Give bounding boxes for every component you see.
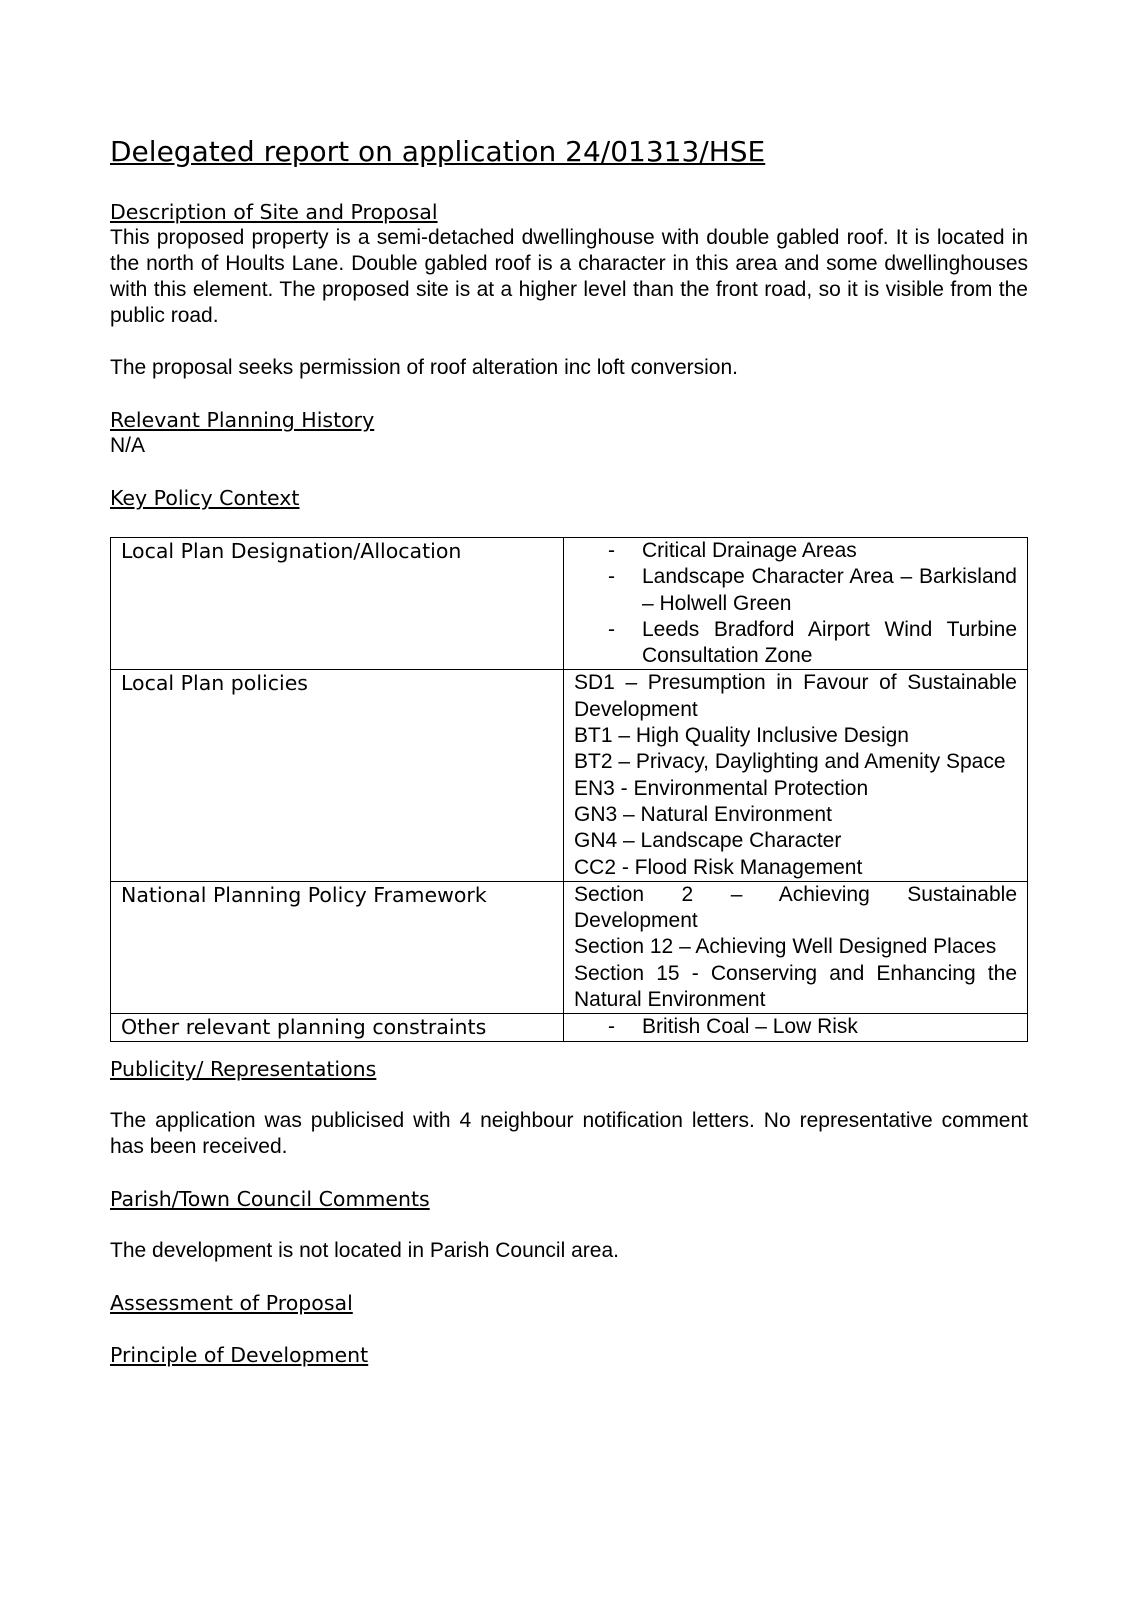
row-label: Local Plan policies xyxy=(111,670,564,881)
parish-heading: Parish/Town Council Comments xyxy=(110,1186,430,1211)
list-item: - Landscape Character Area – Barkisland – Holwell Green xyxy=(642,564,1017,617)
designation-list xyxy=(574,538,1017,669)
row-value xyxy=(564,670,1028,881)
policy-line: GN4 – Landscape Character xyxy=(574,829,842,853)
policy-line: GN3 – Natural Environment xyxy=(574,802,832,826)
proposal-paragraph: The proposal seeks permission of roof alteration inc loft conversion. xyxy=(110,356,738,379)
row-label: National Planning Policy Framework xyxy=(111,881,564,1013)
history-heading: Relevant Planning History xyxy=(110,408,375,432)
report-page xyxy=(110,135,1028,1368)
description-heading: Description of Site and Proposal xyxy=(110,200,438,224)
assessment-heading: Assessment of Proposal xyxy=(110,1290,353,1315)
principle-subheading: Principle of Development xyxy=(110,1342,369,1367)
constraints-list xyxy=(574,1014,1017,1040)
list-item: - Critical Drainage Areas xyxy=(642,538,1017,564)
table-row xyxy=(111,1014,1028,1041)
row-value xyxy=(564,1014,1028,1041)
table-row xyxy=(111,670,1028,881)
policy-line: Section 2 – Achieving Sustainable Development xyxy=(574,882,1017,933)
publicity-text: The application was publicised with 4 neighbour notification letters. No representative comment has been received. xyxy=(110,1108,1028,1158)
report-title: Delegated report on application 24/01313/HSE xyxy=(110,135,766,168)
table-row xyxy=(111,881,1028,1013)
row-value xyxy=(564,881,1028,1013)
description-paragraph: This proposed property is a semi-detached dwellinghouse with double gabled roof. It is located in the north of Hoults Lane. Double gabled roof is a character in this area and some dwellinghouses with this element. The proposed site is at a higher level than the front road, so it is visible from the public road. xyxy=(110,226,1028,327)
publicity-heading: Publicity/ Representations xyxy=(110,1056,377,1081)
row-label: Other relevant planning constraints xyxy=(111,1014,564,1041)
policy-line: CC2 - Flood Risk Management xyxy=(574,855,863,879)
list-item: - Leeds Bradford Airport Wind Turbine Consultation Zone xyxy=(642,617,1017,670)
row-value xyxy=(564,538,1028,670)
policy-line: BT1 – High Quality Inclusive Design xyxy=(574,724,909,748)
table-row xyxy=(111,538,1028,670)
list-item: - British Coal – Low Risk xyxy=(642,1014,1017,1040)
row-label: Local Plan Designation/Allocation xyxy=(111,538,564,670)
policy-table xyxy=(110,537,1028,1042)
policy-line: BT2 – Privacy, Daylighting and Amenity Space xyxy=(574,750,1006,774)
history-text: N/A xyxy=(110,434,146,457)
policy-line: Section 12 – Achieving Well Designed Places xyxy=(574,935,997,959)
policy-line: SD1 – Presumption in Favour of Sustainable Development xyxy=(574,671,1017,721)
parish-text: The development is not located in Parish Council area. xyxy=(110,1238,619,1262)
policy-line: EN3 - Environmental Protection xyxy=(574,776,869,800)
policy-context-heading: Key Policy Context xyxy=(110,486,300,510)
policy-line: Section 15 - Conserving and Enhancing the Natural Environment xyxy=(574,961,1017,1012)
